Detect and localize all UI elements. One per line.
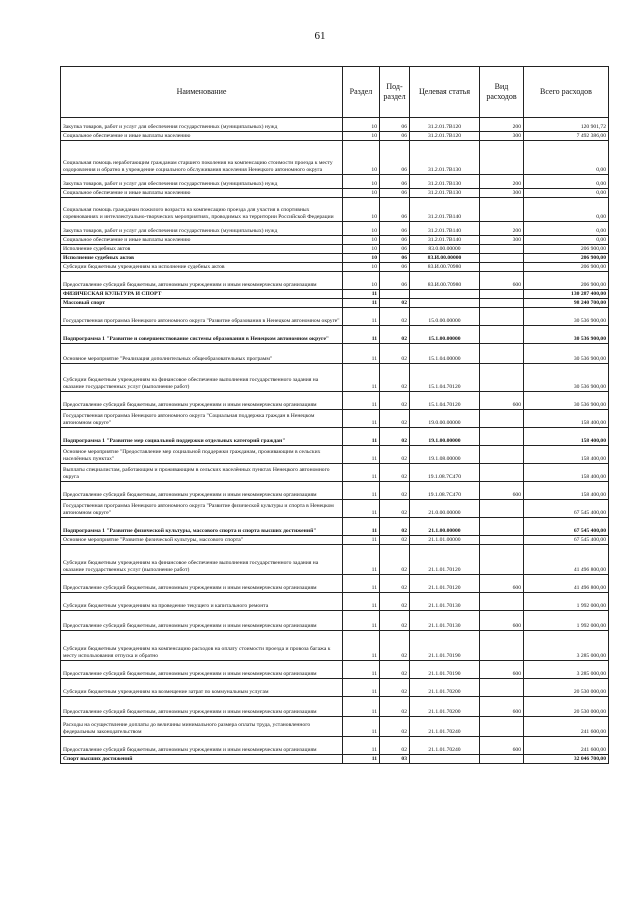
header-name: Наименование [61,67,343,118]
cell-kind [480,290,524,299]
cell-kind: 600 [480,737,524,755]
cell-subsection: 02 [380,545,410,575]
table-row [61,611,609,631]
cell-subsection: 06 [380,189,410,198]
cell-name: Предоставление субсидий бюджетным, автономным учреждениям и иным некоммерческим организациям [61,392,343,410]
cell-total: 0,00 [524,189,609,198]
cell-kind: 200 [480,175,524,189]
cell-name: Закупка товаров, работ и услуг для обеспечения государственных (муниципальных) нужд [61,118,343,132]
cell-section: 10 [343,245,380,254]
cell-total: 7 492 386,00 [524,132,609,141]
cell-total: 30 536 900,00 [524,344,609,364]
cell-total: 67 545 400,00 [524,518,609,536]
cell-section: 11 [343,631,380,661]
cell-section: 11 [343,611,380,631]
cell-subsection: 06 [380,263,410,272]
cell-target: 31.2.01.7В140 [410,198,480,222]
cell-target: 21.1.01.70190 [410,661,480,679]
cell-total: 158 400,00 [524,464,609,482]
cell-name: Предоставление субсидий бюджетным, автономным учреждениям и иным некоммерческим организациям [61,482,343,500]
table-row [61,518,609,536]
cell-section: 10 [343,263,380,272]
table-row [61,631,609,661]
cell-total: 30 536 900,00 [524,364,609,392]
cell-name: Государственная программа Ненецкого автономного округа "Развитие образования в Ненецком автономном округе" [61,308,343,326]
cell-target: 21.1.01.70130 [410,611,480,631]
cell-subsection: 06 [380,236,410,245]
cell-total: 3 285 000,00 [524,661,609,679]
cell-subsection [380,290,410,299]
cell-name: Социальная помощь неработающим гражданам старшего поколения на компенсацию стоимости проезда к месту оздоровления и обратно в учреждение социального обслуживания населения Ненецкого автономного округа [61,141,343,175]
cell-target: 83.И.00.70980 [410,263,480,272]
cell-subsection: 02 [380,500,410,518]
cell-total: 67 545 400,00 [524,500,609,518]
cell-kind [480,755,524,764]
cell-kind: 300 [480,236,524,245]
cell-name: Подпрограмма 1 "Развитие мер социальной поддержки отдельных категорий граждан" [61,428,343,446]
table-row [61,392,609,410]
cell-section: 11 [343,344,380,364]
table-row [61,290,609,299]
cell-name: Подпрограмма 1 "Развитие физической культуры, массового спорта и спорта высших достижений" [61,518,343,536]
cell-total: 20 530 000,00 [524,679,609,697]
cell-kind [480,428,524,446]
cell-target: 15.1.04.70120 [410,392,480,410]
table-row [61,141,609,175]
cell-section: 11 [343,308,380,326]
cell-target: 19.1.00.00000 [410,428,480,446]
cell-total: 206 900,00 [524,245,609,254]
header-section: Раздел [343,67,380,118]
cell-name: Социальное обеспечение и иные выплаты населению [61,236,343,245]
cell-kind: 300 [480,132,524,141]
cell-subsection: 02 [380,593,410,611]
cell-target: 83.0.00.00000 [410,245,480,254]
cell-subsection: 02 [380,679,410,697]
cell-target [410,299,480,308]
cell-section: 11 [343,428,380,446]
cell-section: 10 [343,175,380,189]
cell-total: 158 400,00 [524,482,609,500]
cell-kind [480,308,524,326]
table-row [61,175,609,189]
cell-kind [480,141,524,175]
table-row [61,737,609,755]
cell-kind: 600 [480,272,524,290]
cell-name: Предоставление субсидий бюджетным, автономным учреждениям и иным некоммерческим организациям [61,697,343,717]
cell-total: 241 600,00 [524,737,609,755]
cell-name: Субсидии бюджетным учреждениям на возмещение затрат по коммунальным услугам [61,679,343,697]
cell-section: 11 [343,575,380,593]
cell-name: Спорт высших достижений [61,755,343,764]
budget-table [60,66,609,764]
cell-subsection: 02 [380,536,410,545]
cell-kind: 600 [480,482,524,500]
cell-section: 11 [343,500,380,518]
cell-total: 41 496 800,00 [524,575,609,593]
cell-target: 21.1.01.70120 [410,545,480,575]
cell-target: 21.1.01.70240 [410,717,480,737]
table-row [61,500,609,518]
cell-name: Социальная помощь гражданам пожилого возраста на компенсацию проезда для участия в спортивных соревнованиях и интеллектуально-творческих мероприятиях, проводимых на территории Российской Федерации [61,198,343,222]
cell-kind [480,536,524,545]
cell-total: 158 400,00 [524,446,609,464]
cell-subsection: 02 [380,697,410,717]
cell-subsection: 02 [380,410,410,428]
cell-name: Основное мероприятие "Реализация дополнительных общеобразовательных программ" [61,344,343,364]
cell-total: 158 400,00 [524,410,609,428]
cell-target: 19.0.00.00000 [410,410,480,428]
cell-subsection: 03 [380,755,410,764]
cell-subsection: 06 [380,175,410,189]
table-row [61,410,609,428]
cell-subsection: 02 [380,392,410,410]
cell-name: Закупка товаров, работ и услуг для обеспечения государственных (муниципальных) нужд [61,175,343,189]
cell-kind: 600 [480,661,524,679]
cell-name: Основное мероприятие "Развитие физической культуры, массового спорта" [61,536,343,545]
table-row [61,446,609,464]
table-row [61,679,609,697]
cell-total: 67 545 400,00 [524,536,609,545]
cell-total: 1 992 000,00 [524,593,609,611]
cell-subsection: 02 [380,344,410,364]
cell-subsection: 06 [380,198,410,222]
table-row [61,464,609,482]
cell-subsection: 02 [380,446,410,464]
cell-section: 11 [343,410,380,428]
cell-section: 10 [343,272,380,290]
cell-subsection: 02 [380,518,410,536]
cell-subsection: 02 [380,482,410,500]
cell-kind [480,518,524,536]
cell-subsection: 02 [380,575,410,593]
cell-subsection: 06 [380,132,410,141]
cell-subsection: 02 [380,364,410,392]
cell-total: 130 287 400,00 [524,290,609,299]
cell-target: 21.1.01.70120 [410,575,480,593]
cell-target: 21.1.00.00000 [410,518,480,536]
header-total: Всего расходов [524,67,609,118]
table-row [61,299,609,308]
cell-target: 31.2.01.7В130 [410,189,480,198]
cell-name: Предоставление субсидий бюджетным, автономным учреждениям и иным некоммерческим организациям [61,272,343,290]
cell-section: 11 [343,446,380,464]
table-row [61,254,609,263]
cell-kind [480,263,524,272]
cell-total: 30 536 900,00 [524,326,609,344]
cell-name: Исполнение судебных актов [61,254,343,263]
table-row [61,132,609,141]
cell-name: Массовый спорт [61,299,343,308]
cell-kind [480,326,524,344]
cell-name: Основное мероприятие "Предоставление мер социальной поддержки гражданам, проживающим в сельских населённых пунктах" [61,446,343,464]
cell-target: 31.2.01.7В140 [410,222,480,236]
cell-subsection: 06 [380,272,410,290]
table-header-row [61,67,609,118]
cell-name: Социальное обеспечение и иные выплаты населению [61,132,343,141]
cell-target: 15.1.04.00000 [410,344,480,364]
cell-subsection: 06 [380,222,410,236]
table-row [61,482,609,500]
cell-total: 30 536 900,00 [524,308,609,326]
cell-kind [480,464,524,482]
cell-total: 1 992 000,00 [524,611,609,631]
table-row [61,575,609,593]
table-row [61,697,609,717]
cell-section: 11 [343,392,380,410]
cell-target: 21.1.01.00000 [410,536,480,545]
cell-kind [480,593,524,611]
cell-section: 11 [343,518,380,536]
cell-name: ФИЗИЧЕСКАЯ КУЛЬТУРА И СПОРТ [61,290,343,299]
cell-name: Субсидии бюджетным учреждениям на компенсацию расходов на оплату стоимости проезда и провоза багажа к месту использования отпуска и обратно [61,631,343,661]
cell-kind: 200 [480,118,524,132]
cell-subsection: 06 [380,245,410,254]
cell-section: 11 [343,545,380,575]
header-target: Целевая статья [410,67,480,118]
cell-subsection: 02 [380,326,410,344]
cell-total: 0,00 [524,222,609,236]
cell-name: Исполнение судебных актов [61,245,343,254]
cell-target: 19.1.08.7С470 [410,464,480,482]
cell-target: 21.1.01.70130 [410,593,480,611]
cell-name: Предоставление субсидий бюджетным, автономным учреждениям и иным некоммерческим организациям [61,611,343,631]
cell-kind: 600 [480,611,524,631]
table-row [61,755,609,764]
cell-kind [480,410,524,428]
cell-target [410,290,480,299]
cell-kind: 600 [480,575,524,593]
table-row [61,545,609,575]
cell-name: Субсидии бюджетным учреждениям на исполнение судебных актов [61,263,343,272]
cell-target: 21.1.01.70200 [410,697,480,717]
cell-target: 31.2.01.7В120 [410,132,480,141]
cell-target: 21.0.00.00000 [410,500,480,518]
table-row [61,593,609,611]
cell-kind [480,717,524,737]
cell-subsection: 02 [380,661,410,679]
cell-kind: 600 [480,392,524,410]
cell-total: 30 536 900,00 [524,392,609,410]
cell-subsection: 02 [380,464,410,482]
cell-subsection: 06 [380,254,410,263]
cell-kind [480,364,524,392]
cell-total: 206 900,00 [524,272,609,290]
cell-total: 241 600,00 [524,717,609,737]
cell-section: 11 [343,697,380,717]
cell-target: 15.1.04.70120 [410,364,480,392]
cell-total: 0,00 [524,175,609,189]
cell-total: 206 900,00 [524,263,609,272]
cell-section: 11 [343,755,380,764]
cell-kind: 600 [480,697,524,717]
cell-total: 20 530 000,00 [524,697,609,717]
table-row [61,198,609,222]
cell-total: 206 900,00 [524,254,609,263]
cell-kind [480,299,524,308]
cell-section: 11 [343,299,380,308]
cell-section: 11 [343,290,380,299]
cell-name: Выплаты специалистам, работающим и проживающим в сельских населённых пунктах Ненецкого автономного округа [61,464,343,482]
cell-total: 0,00 [524,198,609,222]
cell-total: 158 400,00 [524,428,609,446]
cell-name: Предоставление субсидий бюджетным, автономным учреждениям и иным некоммерческим организациям [61,661,343,679]
cell-kind [480,631,524,661]
cell-subsection: 02 [380,308,410,326]
cell-subsection: 02 [380,737,410,755]
cell-kind [480,245,524,254]
cell-section: 11 [343,536,380,545]
cell-subsection: 02 [380,631,410,661]
table-row [61,661,609,679]
cell-target: 15.1.00.00000 [410,326,480,344]
cell-name: Субсидии бюджетным учреждениям на проведение текущего и капитального ремонта [61,593,343,611]
cell-subsection: 02 [380,611,410,631]
cell-section: 10 [343,141,380,175]
cell-subsection: 02 [380,428,410,446]
cell-target: 21.1.01.70200 [410,679,480,697]
cell-kind: 300 [480,189,524,198]
cell-section: 11 [343,661,380,679]
cell-kind [480,198,524,222]
cell-total: 3 285 000,00 [524,631,609,661]
cell-section: 11 [343,464,380,482]
header-kind: Вид расходов [480,67,524,118]
table-row [61,118,609,132]
table-row [61,364,609,392]
table-row [61,272,609,290]
cell-name: Закупка товаров, работ и услуг для обеспечения государственных (муниципальных) нужд [61,222,343,236]
cell-section: 10 [343,132,380,141]
cell-section: 11 [343,364,380,392]
table-row [61,326,609,344]
table-row [61,263,609,272]
cell-total: 98 240 700,00 [524,299,609,308]
cell-target: 15.0.00.00000 [410,308,480,326]
cell-target: 21.1.01.70240 [410,737,480,755]
table-row [61,236,609,245]
table-row [61,308,609,326]
cell-target: 31.2.01.7В130 [410,141,480,175]
cell-kind [480,545,524,575]
cell-subsection: 06 [380,141,410,175]
cell-kind [480,254,524,263]
cell-target: 83.И.00.00000 [410,254,480,263]
cell-name: Социальное обеспечение и иные выплаты населению [61,189,343,198]
cell-section: 11 [343,482,380,500]
cell-section: 10 [343,254,380,263]
table-row [61,536,609,545]
table-row [61,344,609,364]
cell-section: 11 [343,737,380,755]
cell-name: Субсидии бюджетным учреждениям на финансовое обеспечение выполнения государственного задания на оказание государственных услуг (выполнение работ) [61,545,343,575]
cell-subsection: 02 [380,717,410,737]
cell-target: 83.И.00.70980 [410,272,480,290]
cell-section: 11 [343,326,380,344]
cell-target: 19.1.08.00000 [410,446,480,464]
cell-kind [480,344,524,364]
cell-target: 21.1.01.70190 [410,631,480,661]
cell-target: 19.1.08.7С470 [410,482,480,500]
cell-name: Подпрограмма 1 "Развитие и совершенствование системы образования в Ненецком автономном округе" [61,326,343,344]
cell-section: 11 [343,679,380,697]
cell-section: 10 [343,222,380,236]
cell-total: 0,00 [524,141,609,175]
table-row [61,717,609,737]
cell-total: 120 901,72 [524,118,609,132]
table-body [61,118,609,764]
table-row [61,428,609,446]
cell-kind [480,446,524,464]
cell-total: 32 046 700,00 [524,755,609,764]
cell-name: Предоставление субсидий бюджетным, автономным учреждениям и иным некоммерческим организациям [61,575,343,593]
cell-name: Предоставление субсидий бюджетным, автономным учреждениям и иным некоммерческим организациям [61,737,343,755]
cell-section: 10 [343,198,380,222]
cell-name: Государственная программа Ненецкого автономного округа "Социальная поддержка граждан в Ненецком автономном округе" [61,410,343,428]
cell-section: 10 [343,118,380,132]
table-row [61,189,609,198]
cell-subsection: 02 [380,299,410,308]
cell-target: 31.2.01.7В130 [410,175,480,189]
cell-name: Расходы на осуществление доплаты до величины минимального размера оплаты труда, установленного федеральным законодательством [61,717,343,737]
cell-target: 31.2.01.7В120 [410,118,480,132]
cell-section: 11 [343,593,380,611]
cell-target [410,755,480,764]
cell-target: 31.2.01.7В140 [410,236,480,245]
cell-section: 10 [343,236,380,245]
cell-kind [480,679,524,697]
table-row [61,222,609,236]
cell-total: 0,00 [524,236,609,245]
cell-kind: 200 [480,222,524,236]
cell-kind [480,500,524,518]
header-subsection: Под-раздел [380,67,410,118]
cell-total: 41 496 800,00 [524,545,609,575]
page-number: 61 [314,30,326,42]
cell-section: 10 [343,189,380,198]
table-row [61,245,609,254]
cell-name: Субсидии бюджетным учреждениям на финансовое обеспечение выполнения государственного задания на оказание государственных услуг (выполнение работ) [61,364,343,392]
cell-subsection: 06 [380,118,410,132]
cell-section: 11 [343,717,380,737]
cell-name: Государственная программа Ненецкого автономного округа "Развитие физической культуры и спорта в Ненецком автономном округе" [61,500,343,518]
